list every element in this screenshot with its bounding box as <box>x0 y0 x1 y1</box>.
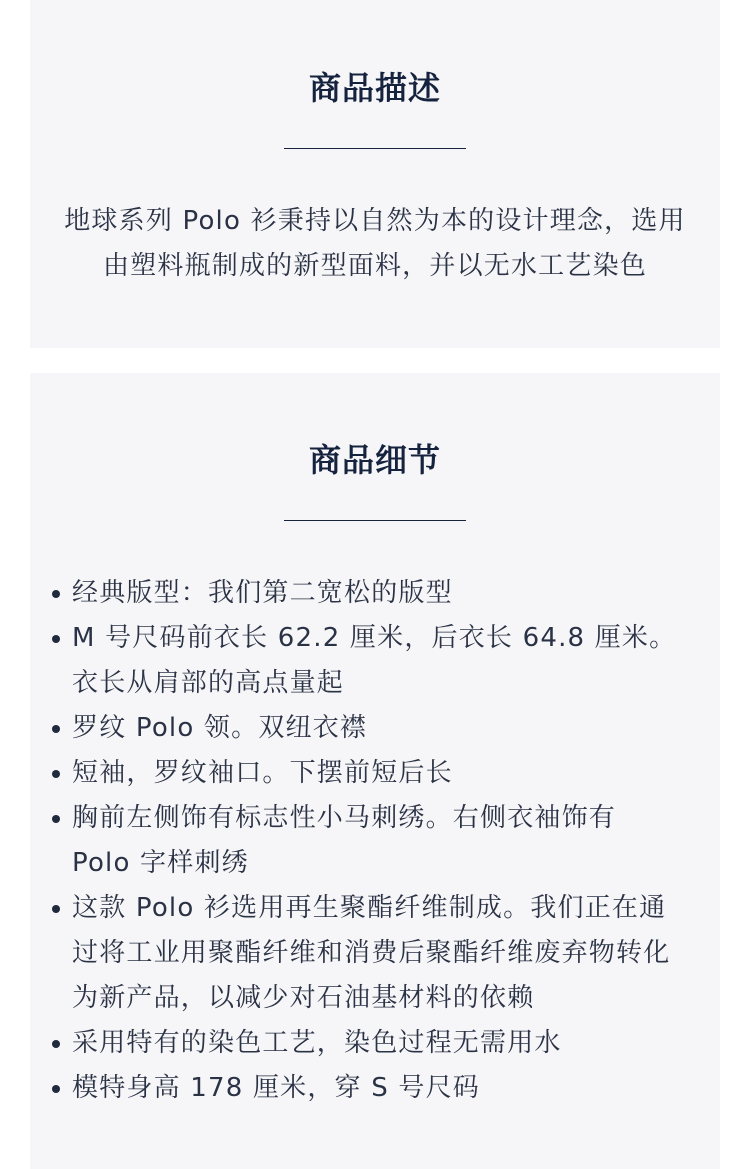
product-details-list <box>30 571 720 1111</box>
detail-list-item-dyeing <box>72 1021 684 1066</box>
detail-text: 短袖，罗纹袖口。下摆前短后长 <box>72 758 453 788</box>
bullet-dot <box>52 905 60 913</box>
bullet-dot <box>52 590 60 598</box>
bullet-dot <box>52 770 60 778</box>
product-description-card <box>30 0 720 348</box>
detail-text: 经典版型：我们第二宽松的版型 <box>72 578 453 608</box>
detail-list-item-material <box>72 886 684 1021</box>
product-details-card <box>30 373 720 1169</box>
detail-list-item-collar <box>72 706 684 751</box>
detail-text: 采用特有的染色工艺，染色过程无需用水 <box>72 1028 562 1058</box>
detail-list-item-sleeves <box>72 751 684 796</box>
bullet-dot <box>52 815 60 823</box>
product-description-title: 商品描述 <box>308 69 441 107</box>
bullet-dot <box>52 725 60 733</box>
detail-text: M 号尺码前衣长 62.2 厘米，后衣长 64.8 厘米。衣长从肩部的高点量起 <box>72 623 677 698</box>
detail-text: 模特身高 178 厘米，穿 S 号尺码 <box>72 1073 480 1103</box>
detail-list-item-embroidery <box>72 796 684 886</box>
detail-text: 胸前左侧饰有标志性小马刺绣。右侧衣袖饰有 Polo 字样刺绣 <box>72 803 617 878</box>
product-description-divider <box>284 148 466 149</box>
product-details-divider <box>284 520 466 521</box>
bullet-dot <box>52 1040 60 1048</box>
detail-list-item-model-size <box>72 1066 684 1111</box>
detail-list-item-fit <box>72 571 684 616</box>
product-description-text: 地球系列 Polo 衫秉持以自然为本的设计理念，选用由塑料瓶制成的新型面料，并以无水工艺染色 <box>64 206 686 281</box>
product-details-title: 商品细节 <box>308 441 441 479</box>
detail-text: 这款 Polo 衫选用再生聚酯纤维制成。我们正在通过将工业用聚酯纤维和消费后聚酯纤维废弃物转化为新产品，以减少对石油基材料的依赖 <box>72 893 671 1013</box>
bullet-dot <box>52 635 60 643</box>
bullet-dot <box>52 1085 60 1093</box>
detail-text: 罗纹 Polo 领。双纽衣襟 <box>72 713 368 743</box>
detail-list-item-length <box>72 616 684 706</box>
